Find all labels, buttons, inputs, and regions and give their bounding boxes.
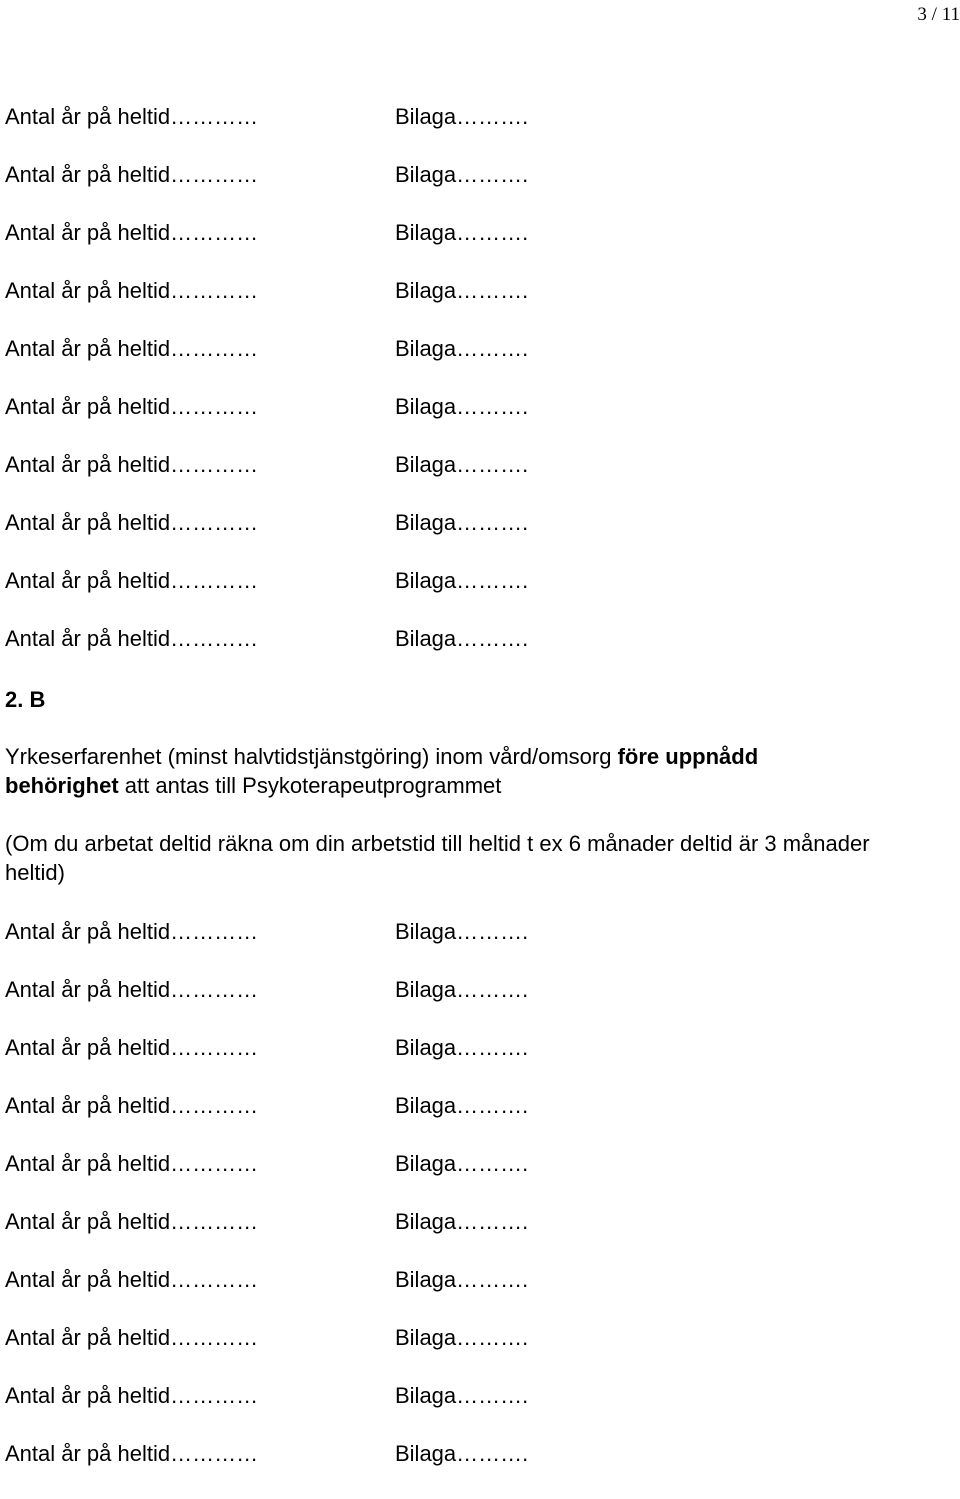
intro-bold-2: behörighet	[5, 773, 119, 798]
attachment-field[interactable]: Bilaga……….	[395, 1035, 529, 1060]
years-fulltime-field[interactable]: Antal år på heltid…………	[5, 1209, 259, 1234]
attachment-field[interactable]: Bilaga……….	[395, 1441, 529, 1466]
years-fulltime-field[interactable]: Antal år på heltid…………	[5, 220, 259, 245]
experience-row	[5, 1441, 945, 1499]
years-fulltime-field[interactable]: Antal år på heltid…………	[5, 278, 259, 303]
years-fulltime-field[interactable]: Antal år på heltid…………	[5, 1325, 259, 1350]
years-fulltime-field[interactable]: Antal år på heltid…………	[5, 1383, 259, 1408]
attachment-field[interactable]: Bilaga……….	[395, 568, 529, 593]
attachment-field[interactable]: Bilaga……….	[395, 919, 529, 944]
intro-bold-1: före uppnådd	[617, 744, 759, 769]
experience-row	[5, 394, 945, 452]
years-fulltime-field[interactable]: Antal år på heltid…………	[5, 336, 259, 361]
experience-row	[5, 1267, 945, 1325]
years-fulltime-field[interactable]: Antal år på heltid…………	[5, 1151, 259, 1176]
page-number: 3 / 11	[917, 4, 960, 25]
years-fulltime-field[interactable]: Antal år på heltid…………	[5, 1267, 259, 1292]
years-fulltime-field[interactable]: Antal år på heltid…………	[5, 1441, 259, 1466]
section-note: (Om du arbetat deltid räkna om din arbetstid till heltid t ex 6 månader deltid är 3 månader heltid)	[5, 831, 870, 885]
attachment-field[interactable]: Bilaga……….	[395, 162, 529, 187]
experience-row	[5, 1325, 945, 1383]
attachment-field[interactable]: Bilaga……….	[395, 278, 529, 303]
experience-row	[5, 1151, 945, 1209]
years-fulltime-field[interactable]: Antal år på heltid…………	[5, 1093, 259, 1118]
attachment-field[interactable]: Bilaga……….	[395, 626, 529, 651]
experience-row	[5, 919, 945, 977]
attachment-field[interactable]: Bilaga……….	[395, 1093, 529, 1118]
years-fulltime-field[interactable]: Antal år på heltid…………	[5, 162, 259, 187]
experience-row	[5, 278, 945, 336]
years-fulltime-field[interactable]: Antal år på heltid…………	[5, 568, 259, 593]
attachment-field[interactable]: Bilaga……….	[395, 104, 529, 129]
intro-text-part1: Yrkeserfarenhet (minst halvtidstjänstgöring) inom vård/omsorg	[5, 744, 618, 769]
attachment-field[interactable]: Bilaga……….	[395, 977, 529, 1002]
experience-row	[5, 220, 945, 278]
experience-row	[5, 626, 945, 684]
attachment-field[interactable]: Bilaga……….	[395, 1383, 529, 1408]
years-fulltime-field[interactable]: Antal år på heltid…………	[5, 977, 259, 1002]
attachment-field[interactable]: Bilaga……….	[395, 394, 529, 419]
attachment-field[interactable]: Bilaga……….	[395, 1209, 529, 1234]
attachment-field[interactable]: Bilaga……….	[395, 1325, 529, 1350]
experience-row	[5, 977, 945, 1035]
attachment-field[interactable]: Bilaga……….	[395, 510, 529, 535]
experience-row	[5, 568, 945, 626]
experience-row	[5, 1093, 945, 1151]
experience-row	[5, 510, 945, 568]
years-fulltime-field[interactable]: Antal år på heltid…………	[5, 394, 259, 419]
experience-rows-section-2b	[5, 919, 945, 1499]
experience-row	[5, 104, 945, 162]
experience-row	[5, 336, 945, 394]
attachment-field[interactable]: Bilaga……….	[395, 1151, 529, 1176]
experience-row	[5, 162, 945, 220]
attachment-field[interactable]: Bilaga……….	[395, 452, 529, 477]
attachment-field[interactable]: Bilaga……….	[395, 220, 529, 245]
attachment-field[interactable]: Bilaga……….	[395, 336, 529, 361]
section-intro	[5, 742, 905, 800]
years-fulltime-field[interactable]: Antal år på heltid…………	[5, 919, 259, 944]
years-fulltime-field[interactable]: Antal år på heltid…………	[5, 104, 259, 129]
section-heading-2b: 2. B	[5, 687, 46, 712]
intro-text-part2: att antas till Psykoterapeutprogrammet	[118, 773, 502, 798]
attachment-field[interactable]: Bilaga……….	[395, 1267, 529, 1292]
years-fulltime-field[interactable]: Antal år på heltid…………	[5, 510, 259, 535]
experience-row	[5, 1209, 945, 1267]
experience-row	[5, 1383, 945, 1441]
years-fulltime-field[interactable]: Antal år på heltid…………	[5, 452, 259, 477]
experience-rows-section-1	[5, 104, 945, 684]
experience-row	[5, 1035, 945, 1093]
years-fulltime-field[interactable]: Antal år på heltid…………	[5, 626, 259, 651]
years-fulltime-field[interactable]: Antal år på heltid…………	[5, 1035, 259, 1060]
experience-row	[5, 452, 945, 510]
